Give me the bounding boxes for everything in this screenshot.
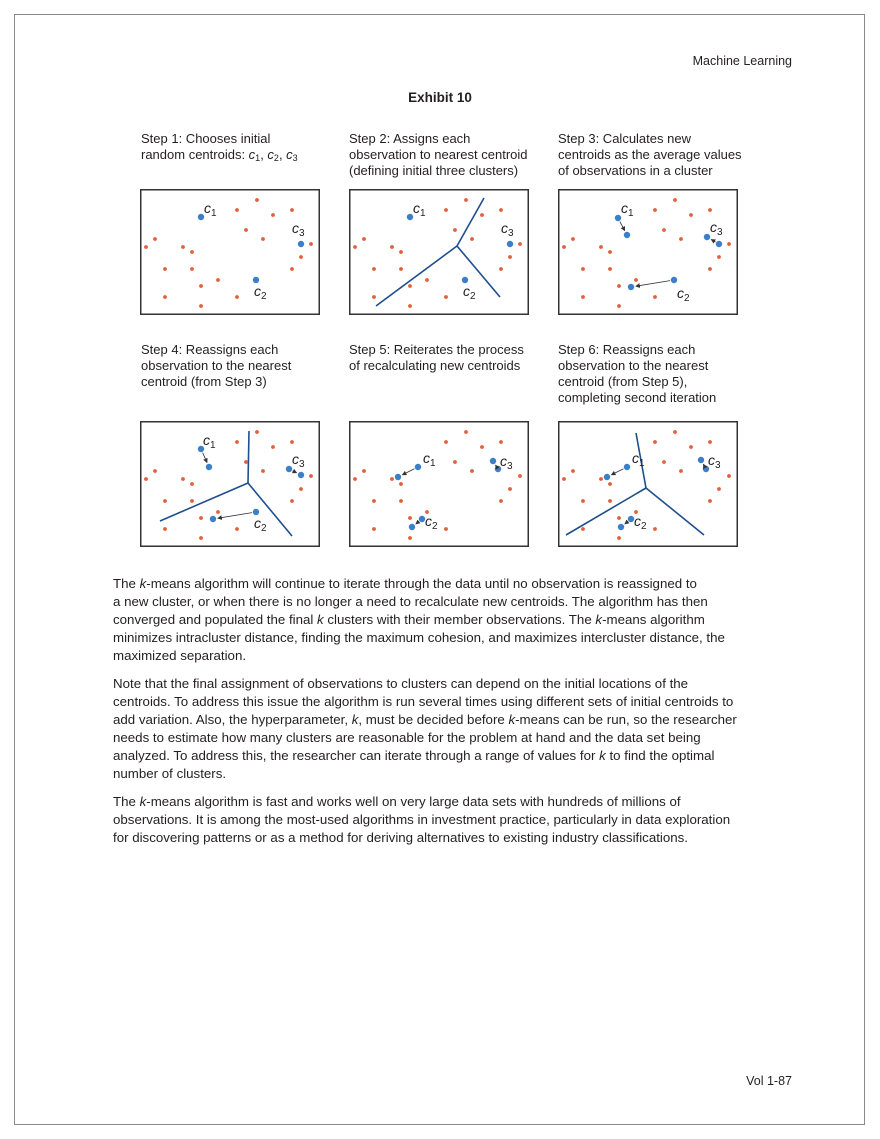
observation-point	[235, 527, 239, 531]
text-run: -means algorithm will continue to iterate through the data until no observation is reassigned to	[146, 576, 697, 591]
text-run: , must be decided before	[358, 712, 509, 727]
step-1-diagram	[140, 189, 320, 315]
centroid-subscript: 2	[641, 521, 647, 532]
centroid-letter: c	[463, 283, 470, 299]
italic-term: c	[286, 147, 293, 162]
text-run: observation to nearest centroid	[349, 147, 528, 162]
diagram-svg	[558, 189, 738, 315]
observation-point	[653, 440, 657, 444]
observation-point	[453, 228, 457, 232]
observation-point	[399, 267, 403, 271]
text-run: number of clusters.	[113, 766, 227, 781]
observation-point	[399, 250, 403, 254]
text-run: observations. It is among the most-used algorithms in investment practice, particularly in data exploration	[113, 812, 731, 827]
cluster-boundary	[248, 431, 249, 483]
observation-point	[608, 499, 612, 503]
observation-point	[480, 213, 484, 217]
centroid-c1	[395, 474, 401, 480]
previous-centroid	[716, 241, 722, 247]
observation-point	[708, 440, 712, 444]
observation-point	[581, 527, 585, 531]
centroid-c3	[298, 472, 304, 478]
observation-point	[599, 477, 603, 481]
observation-point	[190, 267, 194, 271]
text-run: clusters with their member observations. The	[323, 612, 596, 627]
centroid-letter: c	[413, 200, 420, 216]
centroid-move-arrow	[703, 464, 704, 465]
observation-point	[163, 267, 167, 271]
observation-point	[689, 445, 693, 449]
observation-point	[617, 516, 621, 520]
text-run: centroid (from Step 3)	[141, 374, 267, 389]
centroid-subscript: 1	[430, 458, 436, 469]
observation-point	[689, 213, 693, 217]
text-run: analyzed. To address this, the researcher can iterate through a range of values for	[113, 748, 600, 763]
centroid-subscript: 2	[432, 521, 438, 532]
centroid-c3	[298, 241, 304, 247]
centroid-subscript: 2	[470, 291, 476, 302]
caption-line	[558, 374, 758, 390]
centroid-subscript: 3	[299, 459, 305, 470]
observation-point	[470, 237, 474, 241]
text-run: (defining initial three clusters)	[349, 163, 519, 178]
text-line	[113, 811, 737, 829]
centroid-letter: c	[708, 452, 715, 468]
centroid-subscript: 2	[684, 293, 690, 304]
text-run: centroids as the average values	[558, 147, 742, 162]
text-line	[113, 575, 737, 593]
observation-point	[190, 482, 194, 486]
observation-point	[499, 499, 503, 503]
observation-point	[261, 469, 265, 473]
italic-term: k	[595, 612, 603, 627]
centroid-letter: c	[621, 200, 628, 216]
text-run: Step 2: Assigns each	[349, 131, 471, 146]
paragraph	[113, 675, 737, 783]
step-3-caption	[558, 131, 758, 179]
observation-point	[470, 469, 474, 473]
page-number: Vol 1-87	[746, 1074, 792, 1088]
observation-point	[235, 295, 239, 299]
observation-point	[727, 242, 731, 246]
caption-line	[349, 342, 549, 358]
italic-term: k	[599, 748, 606, 763]
observation-point	[453, 460, 457, 464]
italic-term: c	[248, 147, 256, 162]
text-run: add variation. Also, the hyperparameter,	[113, 712, 352, 727]
observation-point	[499, 267, 503, 271]
centroid-letter: c	[425, 513, 432, 529]
observation-point	[425, 278, 429, 282]
observation-point	[299, 255, 303, 259]
observation-point	[562, 477, 566, 481]
text-run: for discovering patterns or as a method for deriving alternatives to existing industry classifications.	[113, 830, 688, 845]
running-head: Machine Learning	[692, 54, 792, 68]
observation-point	[290, 267, 294, 271]
observation-point	[599, 245, 603, 249]
text-line	[113, 747, 737, 765]
text-run: Step 1: Chooses initial	[141, 131, 271, 146]
caption-line	[558, 147, 758, 163]
centroid-c3	[490, 458, 496, 464]
text-line	[113, 611, 737, 629]
observation-point	[653, 527, 657, 531]
observation-point	[190, 250, 194, 254]
centroid-subscript: 2	[261, 523, 267, 534]
centroid-letter: c	[710, 219, 717, 235]
observation-point	[362, 469, 366, 473]
text-run: The	[113, 794, 140, 809]
observation-point	[464, 430, 468, 434]
observation-point	[444, 295, 448, 299]
centroid-letter: c	[632, 450, 639, 466]
caption-line	[558, 163, 758, 179]
observation-point	[634, 278, 638, 282]
text-line	[113, 647, 737, 665]
previous-centroid	[624, 464, 630, 470]
observation-point	[608, 482, 612, 486]
centroid-subscript: 1	[420, 208, 426, 219]
observation-point	[144, 477, 148, 481]
observation-point	[244, 460, 248, 464]
text-run: centroids. To address this issue the algorithm is run several times using different sets of initial centroids to	[113, 694, 734, 709]
text-run: observation to the nearest	[558, 358, 709, 373]
observation-point	[255, 198, 259, 202]
observation-point	[290, 440, 294, 444]
italic-term: k	[139, 576, 147, 591]
caption-line	[558, 358, 758, 374]
centroid-letter: c	[423, 450, 430, 466]
paragraph	[113, 575, 737, 665]
observation-point	[581, 499, 585, 503]
text-run: -means can be run, so the researcher	[515, 712, 737, 727]
centroid-subscript: 3	[299, 228, 305, 239]
centroid-c2	[210, 516, 216, 522]
caption-line	[558, 390, 758, 406]
centroid-subscript: 2	[261, 291, 267, 302]
observation-point	[261, 237, 265, 241]
centroid-c2	[409, 524, 415, 530]
centroid-letter: c	[292, 220, 299, 236]
caption-line	[141, 131, 341, 147]
text-run: ,	[278, 147, 287, 162]
step-1-caption	[141, 131, 341, 166]
diagram-svg	[349, 421, 529, 547]
observation-point	[717, 255, 721, 259]
diagram-svg	[558, 421, 738, 547]
observation-point	[617, 304, 621, 308]
centroid-letter: c	[677, 285, 684, 301]
observation-point	[444, 527, 448, 531]
observation-point	[617, 284, 621, 288]
text-run: maximized separation.	[113, 648, 247, 663]
observation-point	[662, 228, 666, 232]
centroid-subscript: 1	[210, 440, 216, 451]
observation-point	[216, 510, 220, 514]
text-run: random centroids:	[141, 147, 249, 162]
text-line	[113, 829, 737, 847]
italic-term: k	[317, 612, 324, 627]
caption-line	[349, 163, 549, 179]
text-run: to find the optimal	[605, 748, 715, 763]
centroid-letter: c	[254, 515, 261, 531]
subscript: 2	[273, 153, 279, 163]
centroid-letter: c	[634, 513, 641, 529]
observation-point	[190, 499, 194, 503]
previous-centroid	[671, 277, 677, 283]
observation-point	[508, 255, 512, 259]
observation-point	[399, 482, 403, 486]
observation-point	[518, 474, 522, 478]
observation-point	[372, 267, 376, 271]
diagram-svg	[140, 189, 320, 315]
italic-term: k	[508, 712, 516, 727]
text-run: completing second iteration	[558, 390, 717, 405]
observation-point	[153, 237, 157, 241]
italic-term: k	[139, 794, 147, 809]
caption-line	[141, 374, 341, 390]
centroid-letter: c	[203, 432, 210, 448]
step-5-caption	[349, 342, 549, 374]
observation-point	[617, 536, 621, 540]
centroid-subscript: 1	[639, 458, 645, 469]
observation-point	[508, 487, 512, 491]
subscript: 1	[255, 153, 261, 163]
text-line	[113, 711, 737, 729]
observation-point	[518, 242, 522, 246]
text-run: needs to estimate how many clusters are reasonable for the problem at hand and the data set being	[113, 730, 701, 745]
text-run: centroid (from Step 5),	[558, 374, 688, 389]
caption-line	[349, 358, 549, 374]
observation-point	[309, 474, 313, 478]
text-run: Step 4: Reassigns each	[141, 342, 279, 357]
observation-point	[571, 237, 575, 241]
observation-point	[163, 499, 167, 503]
observation-point	[181, 477, 185, 481]
step-5-diagram	[349, 421, 529, 547]
observation-point	[271, 445, 275, 449]
italic-term: c	[267, 147, 274, 162]
text-run: Note that the final assignment of observations to clusters can depend on the initial locations of the	[113, 676, 689, 691]
text-line	[113, 675, 737, 693]
observation-point	[390, 477, 394, 481]
step-4-caption	[141, 342, 341, 390]
text-line	[113, 765, 737, 783]
centroid-subscript: 3	[717, 227, 723, 238]
observation-point	[499, 208, 503, 212]
step-6-diagram	[558, 421, 738, 547]
step-4-diagram	[140, 421, 320, 547]
centroid-c2	[618, 524, 624, 530]
observation-point	[581, 267, 585, 271]
text-run: of recalculating new centroids	[349, 358, 521, 373]
centroid-letter: c	[254, 283, 261, 299]
observation-point	[679, 237, 683, 241]
centroid-letter: c	[500, 453, 507, 469]
observation-point	[562, 245, 566, 249]
observation-point	[199, 304, 203, 308]
observation-point	[163, 527, 167, 531]
step-2-diagram	[349, 189, 529, 315]
observation-point	[390, 245, 394, 249]
observation-point	[717, 487, 721, 491]
observation-point	[708, 499, 712, 503]
observation-point	[444, 208, 448, 212]
observation-point	[199, 516, 203, 520]
text-run: Step 6: Reassigns each	[558, 342, 696, 357]
caption-line	[141, 147, 341, 166]
centroid-c1	[604, 474, 610, 480]
observation-point	[662, 460, 666, 464]
centroid-letter: c	[501, 220, 508, 236]
observation-point	[163, 295, 167, 299]
text-run: The	[113, 576, 140, 591]
observation-point	[679, 469, 683, 473]
text-run: -means algorithm	[602, 612, 705, 627]
step-6-caption	[558, 342, 758, 406]
centroid-subscript: 3	[507, 461, 513, 472]
observation-point	[444, 440, 448, 444]
observation-point	[464, 198, 468, 202]
text-run: converged and populated the final	[113, 612, 318, 627]
page-border	[14, 14, 865, 1125]
observation-point	[362, 237, 366, 241]
observation-point	[199, 536, 203, 540]
previous-centroid	[415, 464, 421, 470]
italic-term: k	[351, 712, 359, 727]
centroid-c1	[206, 464, 212, 470]
observation-point	[235, 440, 239, 444]
text-run: of observations in a cluster	[558, 163, 713, 178]
observation-point	[181, 245, 185, 249]
diagram-svg	[349, 189, 529, 315]
centroid-subscript: 1	[628, 208, 634, 219]
centroid-subscript: 1	[211, 208, 217, 219]
observation-point	[653, 208, 657, 212]
observation-point	[408, 516, 412, 520]
observation-point	[153, 469, 157, 473]
body-text	[113, 575, 737, 857]
observation-point	[271, 213, 275, 217]
text-run: ,	[260, 147, 268, 162]
text-run: minimizes intracluster distance, finding the maximum cohesion, and maximizes intercluster distance, the	[113, 630, 725, 645]
step-3-diagram	[558, 189, 738, 315]
centroid-subscript: 3	[508, 228, 514, 239]
text-run: Step 3: Calculates new	[558, 131, 691, 146]
observation-point	[353, 477, 357, 481]
observation-point	[571, 469, 575, 473]
observation-point	[309, 242, 313, 246]
observation-point	[499, 440, 503, 444]
exhibit-title: Exhibit 10	[408, 90, 472, 105]
observation-point	[673, 430, 677, 434]
text-run: Step 5: Reiterates the process	[349, 342, 524, 357]
caption-line	[349, 147, 549, 163]
centroid-c3	[507, 241, 513, 247]
text-run: -means algorithm is fast and works well on very large data sets with hundreds of millions of	[146, 794, 681, 809]
observation-point	[216, 278, 220, 282]
text-line	[113, 793, 737, 811]
observation-point	[255, 430, 259, 434]
text-run: observation to the nearest	[141, 358, 292, 373]
centroid-subscript: 3	[715, 460, 721, 471]
observation-point	[235, 208, 239, 212]
centroid-letter: c	[204, 200, 211, 216]
text-line	[113, 593, 737, 611]
text-line	[113, 693, 737, 711]
observation-point	[372, 527, 376, 531]
observation-point	[353, 245, 357, 249]
observation-point	[408, 284, 412, 288]
observation-point	[199, 284, 203, 288]
observation-point	[244, 228, 248, 232]
caption-line	[558, 342, 758, 358]
step-2-caption	[349, 131, 549, 179]
observation-point	[727, 474, 731, 478]
observation-point	[290, 499, 294, 503]
diagram-svg	[140, 421, 320, 547]
text-line	[113, 729, 737, 747]
observation-point	[372, 295, 376, 299]
caption-line	[141, 342, 341, 358]
subscript: 3	[292, 153, 298, 163]
observation-point	[673, 198, 677, 202]
observation-point	[299, 487, 303, 491]
caption-line	[141, 358, 341, 374]
text-run: a new cluster, or when there is no longer a need to recalculate new centroids. The algorithm has then	[113, 594, 708, 609]
observation-point	[408, 304, 412, 308]
caption-line	[349, 131, 549, 147]
centroid-c2	[628, 284, 634, 290]
observation-point	[608, 267, 612, 271]
observation-point	[408, 536, 412, 540]
observation-point	[708, 267, 712, 271]
observation-point	[708, 208, 712, 212]
centroid-c3	[698, 457, 704, 463]
paragraph	[113, 793, 737, 847]
centroid-letter: c	[292, 451, 299, 467]
centroid-c1	[624, 232, 630, 238]
observation-point	[144, 245, 148, 249]
observation-point	[399, 499, 403, 503]
text-line	[113, 629, 737, 647]
observation-point	[653, 295, 657, 299]
observation-point	[608, 250, 612, 254]
observation-point	[480, 445, 484, 449]
caption-line	[558, 131, 758, 147]
observation-point	[581, 295, 585, 299]
observation-point	[290, 208, 294, 212]
observation-point	[372, 499, 376, 503]
